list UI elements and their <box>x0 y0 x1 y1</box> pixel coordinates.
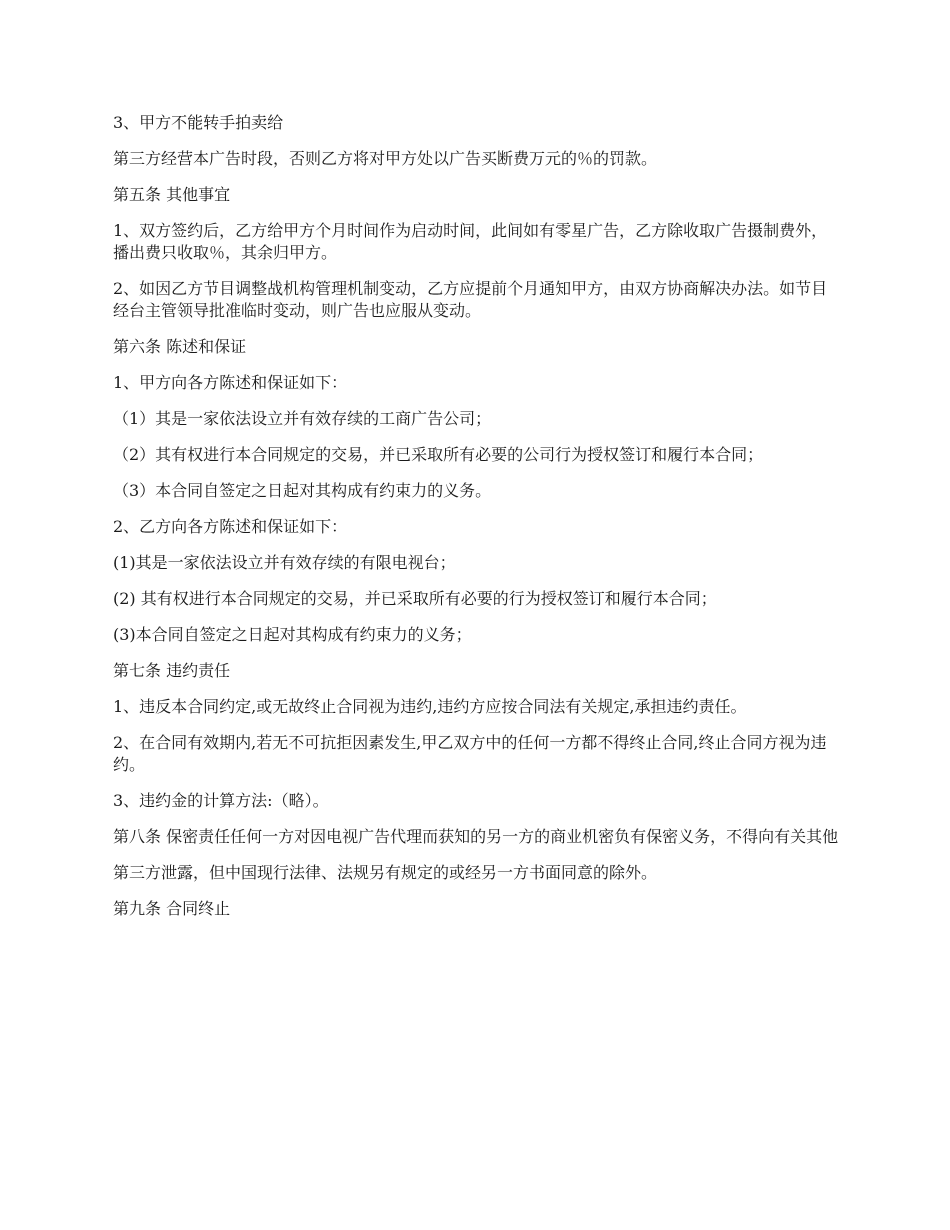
heading-article-6: 第六条 陈述和保证 <box>113 337 247 356</box>
document-page <box>113 112 843 934</box>
paragraph-article5-item2: 2、如因乙方节目调整战机构管理机制变动，乙方应提前个月通知甲方，由双方协商解决办法。如节目经台主管领导批准临时变动，则广告也应服从变动。 <box>113 279 828 320</box>
paragraph-article8-continued: 第三方泄露，但中国现行法律、法规另有规定的或经另一方书面同意的除外。 <box>113 863 658 882</box>
paragraph-party-b-sub3: (3)本合同自签定之日起对其构成有约束力的义务； <box>113 625 472 644</box>
paragraph-article6-party-b: 2、乙方向各方陈述和保证如下： <box>113 517 348 536</box>
paragraph-clause4-item3: 3、甲方不能转手拍卖给 <box>113 113 284 132</box>
paragraph-article6-party-a: 1、甲方向各方陈述和保证如下： <box>113 373 348 392</box>
paragraph-party-a-sub2: （2）其有权进行本合同规定的交易，并已采取所有必要的公司行为授权签订和履行本合同； <box>113 445 764 464</box>
paragraph-party-b-sub1: (1)其是一家依法设立并有效存续的有限电视台； <box>113 553 456 572</box>
heading-article-9: 第九条 合同终止 <box>113 899 231 918</box>
paragraph-article7-item1: 1、违反本合同约定,或无故终止合同视为违约,违约方应按合同法有关规定,承担违约责任。 <box>113 697 747 716</box>
paragraph-article-8: 第八条 保密责任任何一方对因电视广告代理而获知的另一方的商业机密负有保密义务，不得向有关其他 <box>113 827 839 846</box>
heading-article-7: 第七条 违约责任 <box>113 661 231 680</box>
paragraph-penalty: 第三方经营本广告时段，否则乙方将对甲方处以广告买断费万元的％的罚款。 <box>113 149 658 168</box>
heading-article-5: 第五条 其他事宜 <box>113 185 231 204</box>
paragraph-party-a-sub3: （3）本合同自签定之日起对其构成有约束力的义务。 <box>113 481 492 500</box>
paragraph-article5-item1: 1、双方签约后，乙方给甲方个月时间作为启动时间，此间如有零星广告，乙方除收取广告摄制费外，播出费只收取％，其余归甲方。 <box>113 221 828 262</box>
paragraph-article7-item3: 3、违约金的计算方法:（略）。 <box>113 791 329 810</box>
paragraph-party-a-sub1: （1）其是一家依法设立并有效存续的工商广告公司； <box>113 409 492 428</box>
paragraph-party-b-sub2: (2) 其有权进行本合同规定的交易，并已采取所有必要的行为授权签订和履行本合同； <box>113 589 717 608</box>
paragraph-article7-item2: 2、在合同有效期内,若无不可抗拒因素发生,甲乙双方中的任何一方都不得终止合同,终止合同方视为违约。 <box>113 733 827 774</box>
